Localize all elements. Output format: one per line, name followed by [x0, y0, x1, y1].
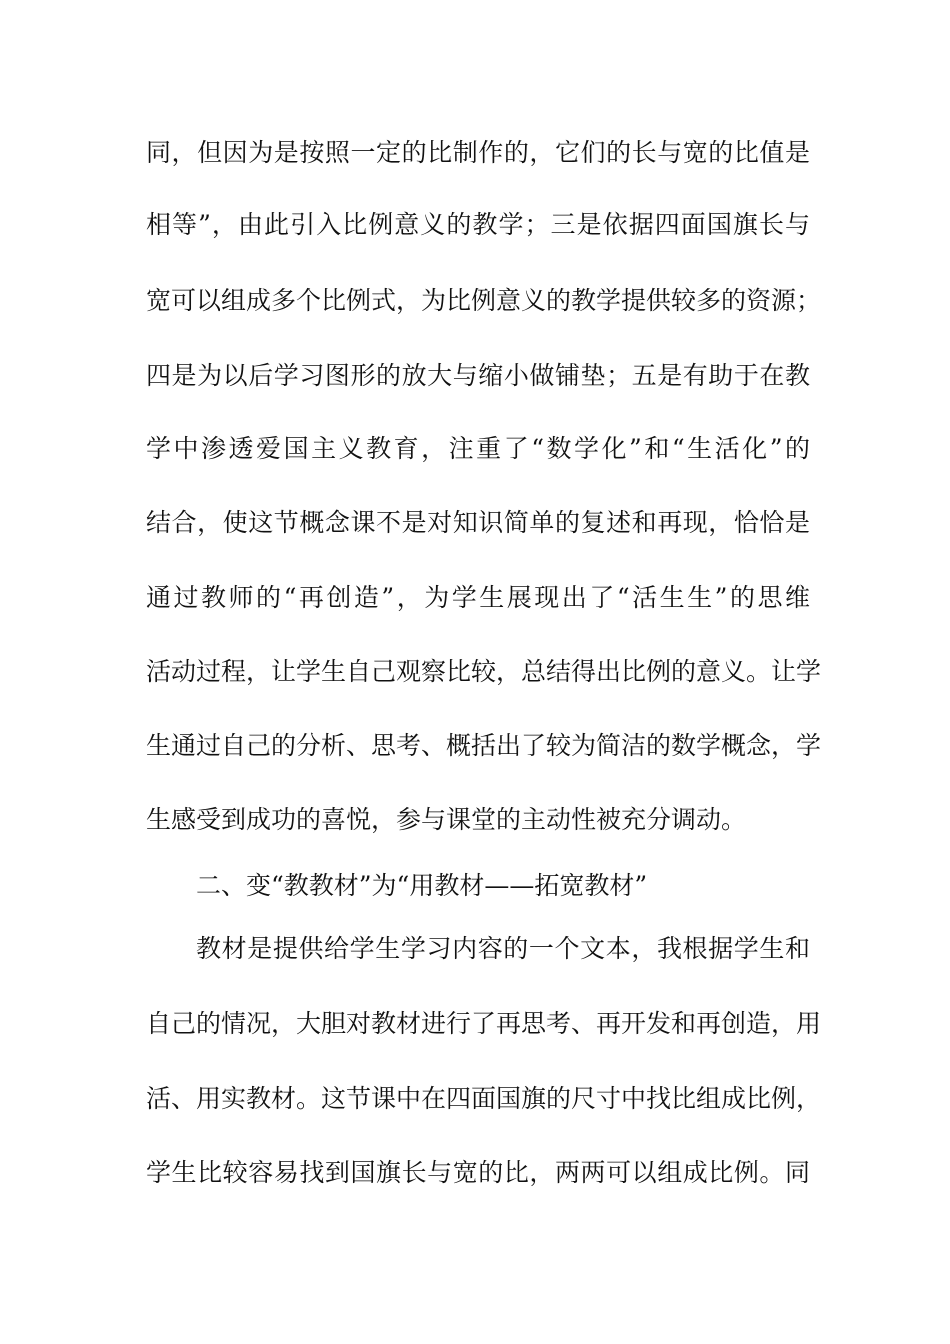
paragraph-1-line-8: 活动过程，让学生自己观察比较，总结得出比例的意义。让学 [146, 657, 822, 686]
paragraph-1-line-10: 生感受到成功的喜悦，参与课堂的主动性被充分调动。 [146, 805, 747, 834]
paragraph-1-line-1: 同，但因为是按照一定的比制作的，它们的长与宽的比值是 [146, 138, 810, 167]
paragraph-2-line-4: 学生比较容易找到国旗长与宽的比，两两可以组成比例。同 [146, 1158, 810, 1187]
paragraph-1-line-7: 通过教师的“再创造”，为学生展现出了“活生生”的思维 [146, 583, 811, 612]
section-heading: 二、变“教教材”为“用教材——拓宽教材” [196, 871, 648, 900]
paragraph-2-line-3: 活、用实教材。这节课中在四面国旗的尺寸中找比组成比例， [146, 1084, 822, 1113]
paragraph-2-line-1: 教材是提供给学生学习内容的一个文本，我根据学生和 [196, 934, 810, 963]
paragraph-1-line-3: 宽可以组成多个比例式，为比例意义的教学提供较多的资源； [146, 286, 822, 315]
paragraph-1-line-4: 四是为以后学习图形的放大与缩小做铺垫；五是有助于在教 [146, 361, 810, 390]
paragraph-1-line-5: 学中渗透爱国主义教育，注重了“数学化”和“生活化”的 [146, 434, 810, 463]
paragraph-1-line-2: 相等”，由此引入比例意义的教学；三是依据四面国旗长与 [146, 210, 810, 239]
paragraph-1-line-9: 生通过自己的分析、思考、概括出了较为简洁的数学概念，学 [146, 731, 822, 760]
paragraph-2-line-2: 自己的情况，大胆对教材进行了再思考、再开发和再创造，用 [146, 1009, 822, 1038]
paragraph-1-line-6: 结合，使这节概念课不是对知识简单的复述和再现，恰恰是 [146, 508, 810, 537]
